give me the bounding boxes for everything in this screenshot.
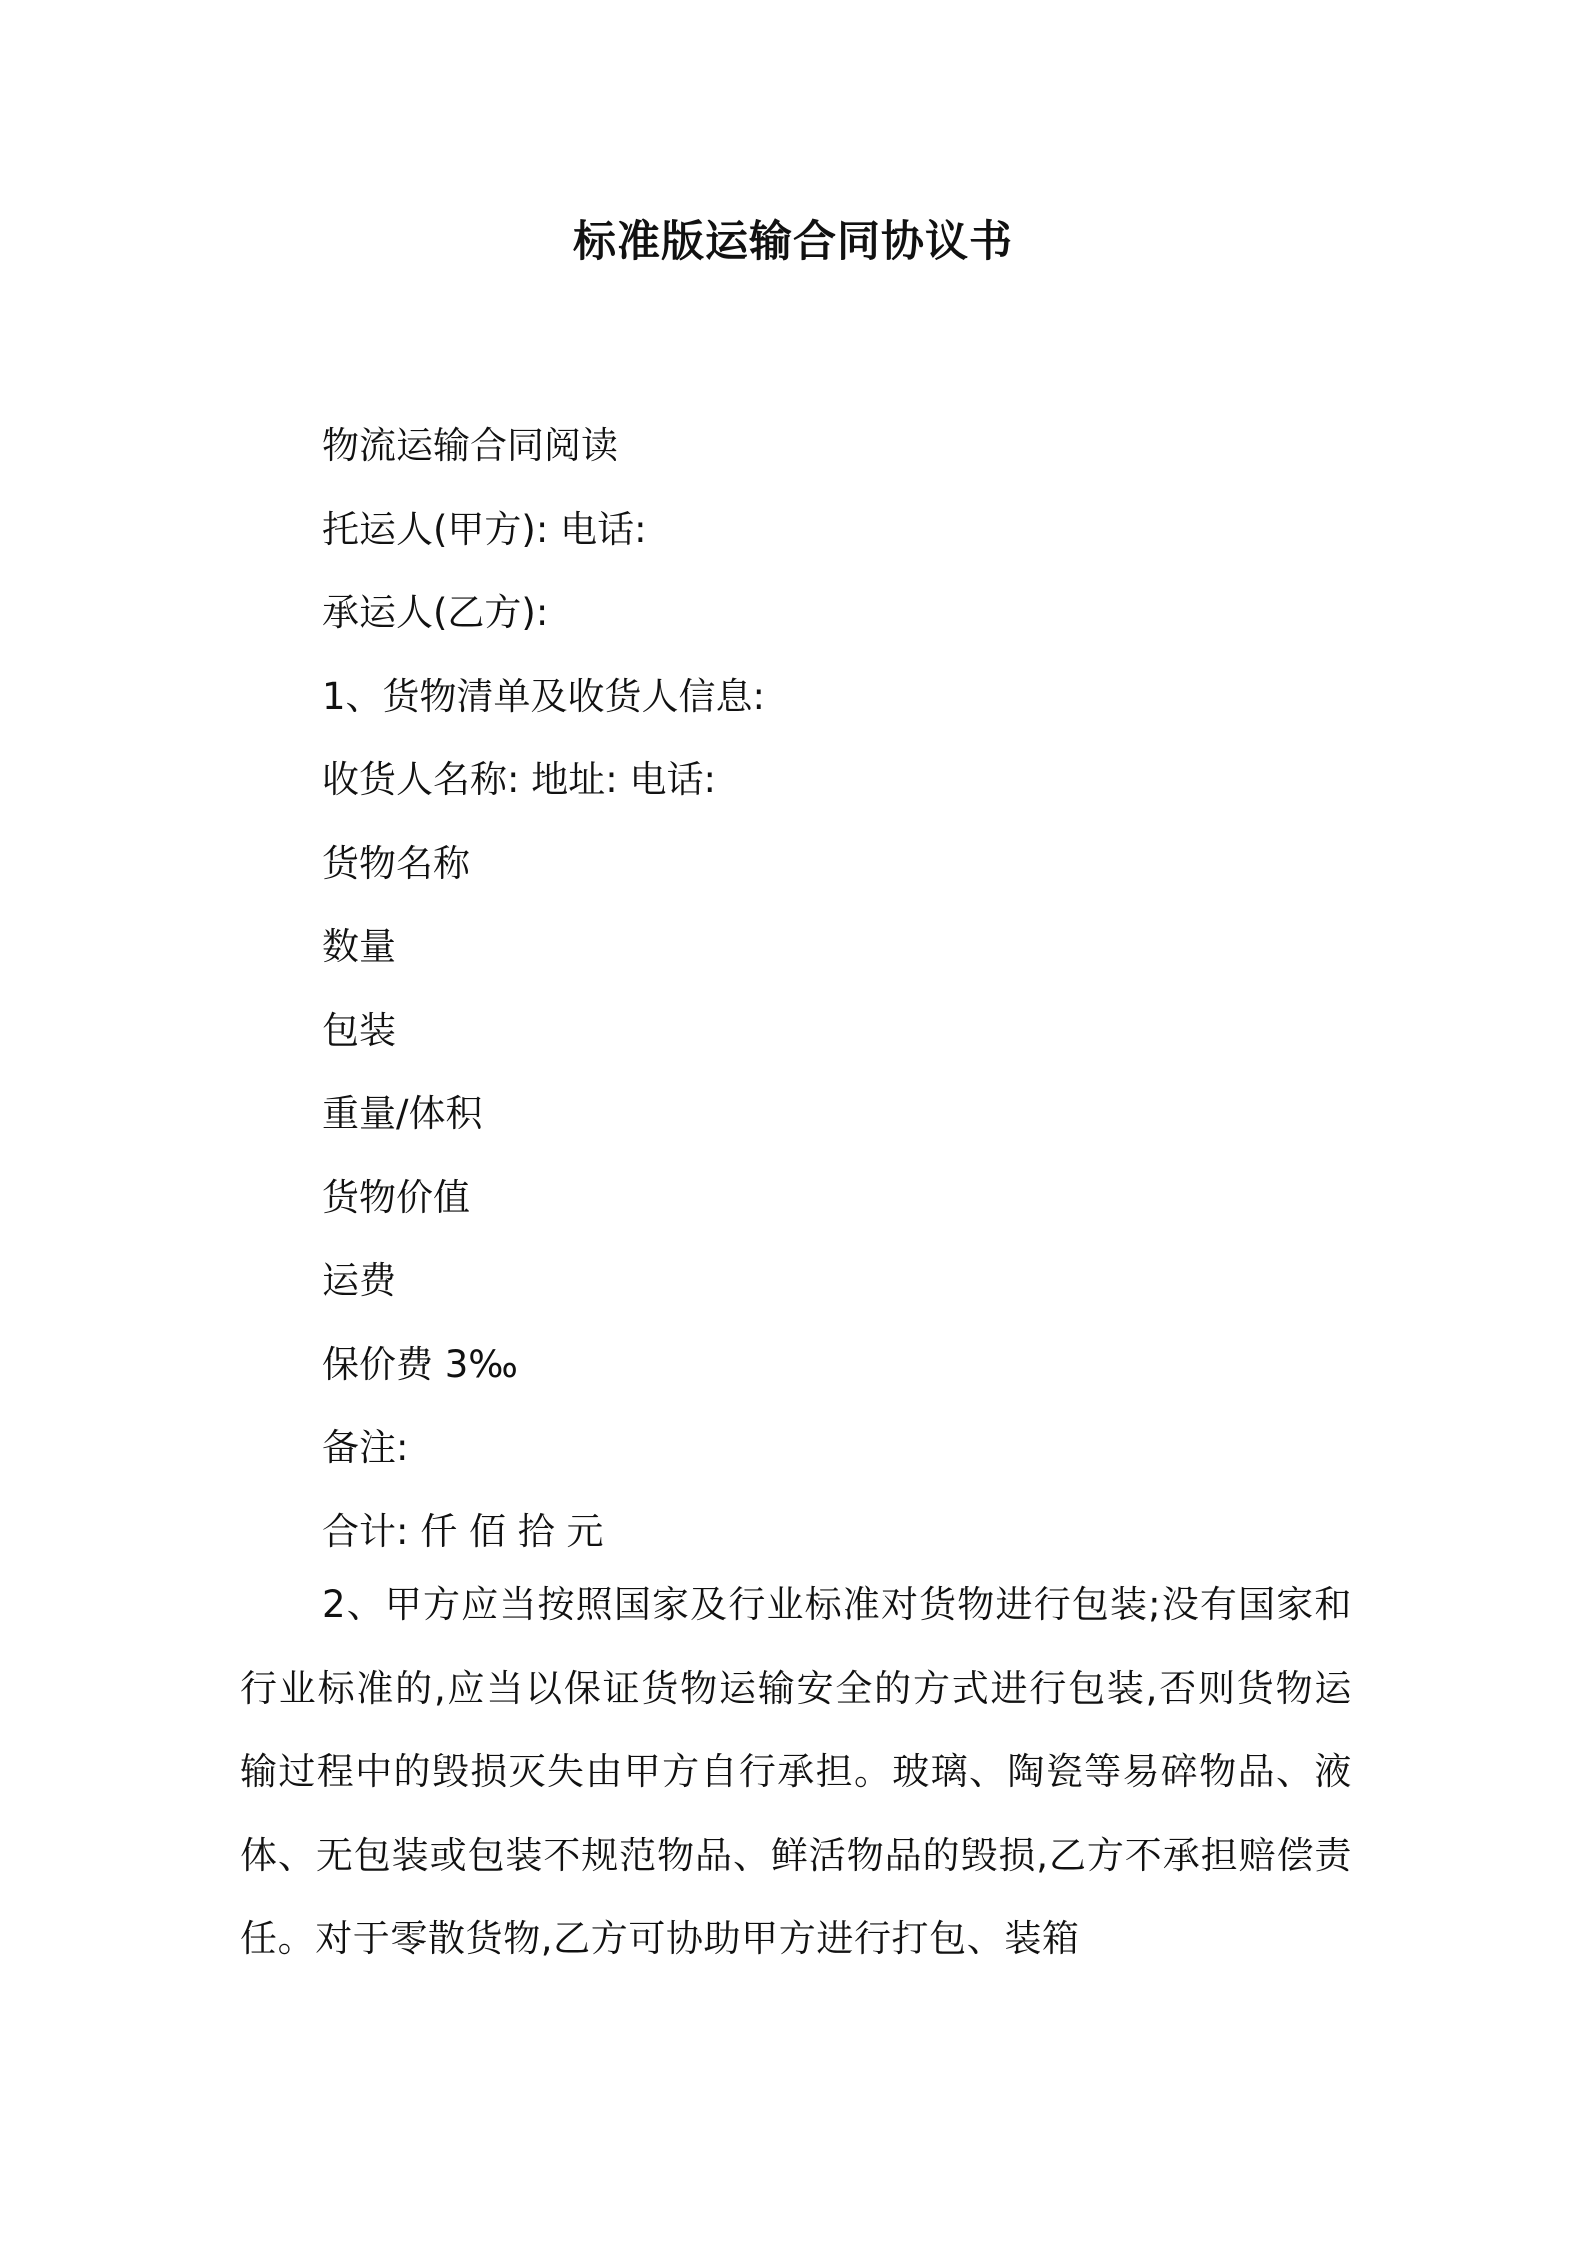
- shipper-line: 托运人(甲方): 电话:: [322, 507, 647, 551]
- total-field: 合计: 仟 佰 拾 元: [322, 1509, 604, 1553]
- section-heading: 物流运输合同阅读: [322, 424, 618, 467]
- weight-volume-field: 重量/体积: [322, 1092, 483, 1135]
- quantity-field: 数量: [322, 925, 396, 968]
- contract-fields: [322, 404, 1352, 1573]
- consignee-line: 收货人名称: 地址: 电话:: [322, 758, 716, 801]
- goods-name-field: 货物名称: [322, 841, 470, 885]
- clause-2-paragraph: 2、甲方应当按照国家及行业标准对货物进行包装;没有国家和行业标准的,应当以保证货物运输安全的方式进行包装,否则货物运输过程中的毁损灭失由甲方自行承担。玻璃、陶瓷等易碎物品、液体、无包装或包装不规范物品、鲜活物品的毁损,乙方不承担赔偿责任。对于零散货物,乙方可协助甲方进行打包、装箱: [240, 1583, 1352, 1960]
- packaging-field: 包装: [322, 1008, 396, 1052]
- freight-field: 运费: [322, 1259, 396, 1302]
- document-title: 标准版运输合同协议书: [573, 217, 1013, 267]
- clause-1-heading: 1、货物清单及收货人信息:: [322, 674, 766, 718]
- carrier-line: 承运人(乙方):: [322, 591, 549, 634]
- insurance-fee-field: 保价费 3‰: [322, 1342, 518, 1386]
- remarks-field: 备注:: [322, 1426, 409, 1469]
- goods-value-field: 货物价值: [322, 1175, 470, 1219]
